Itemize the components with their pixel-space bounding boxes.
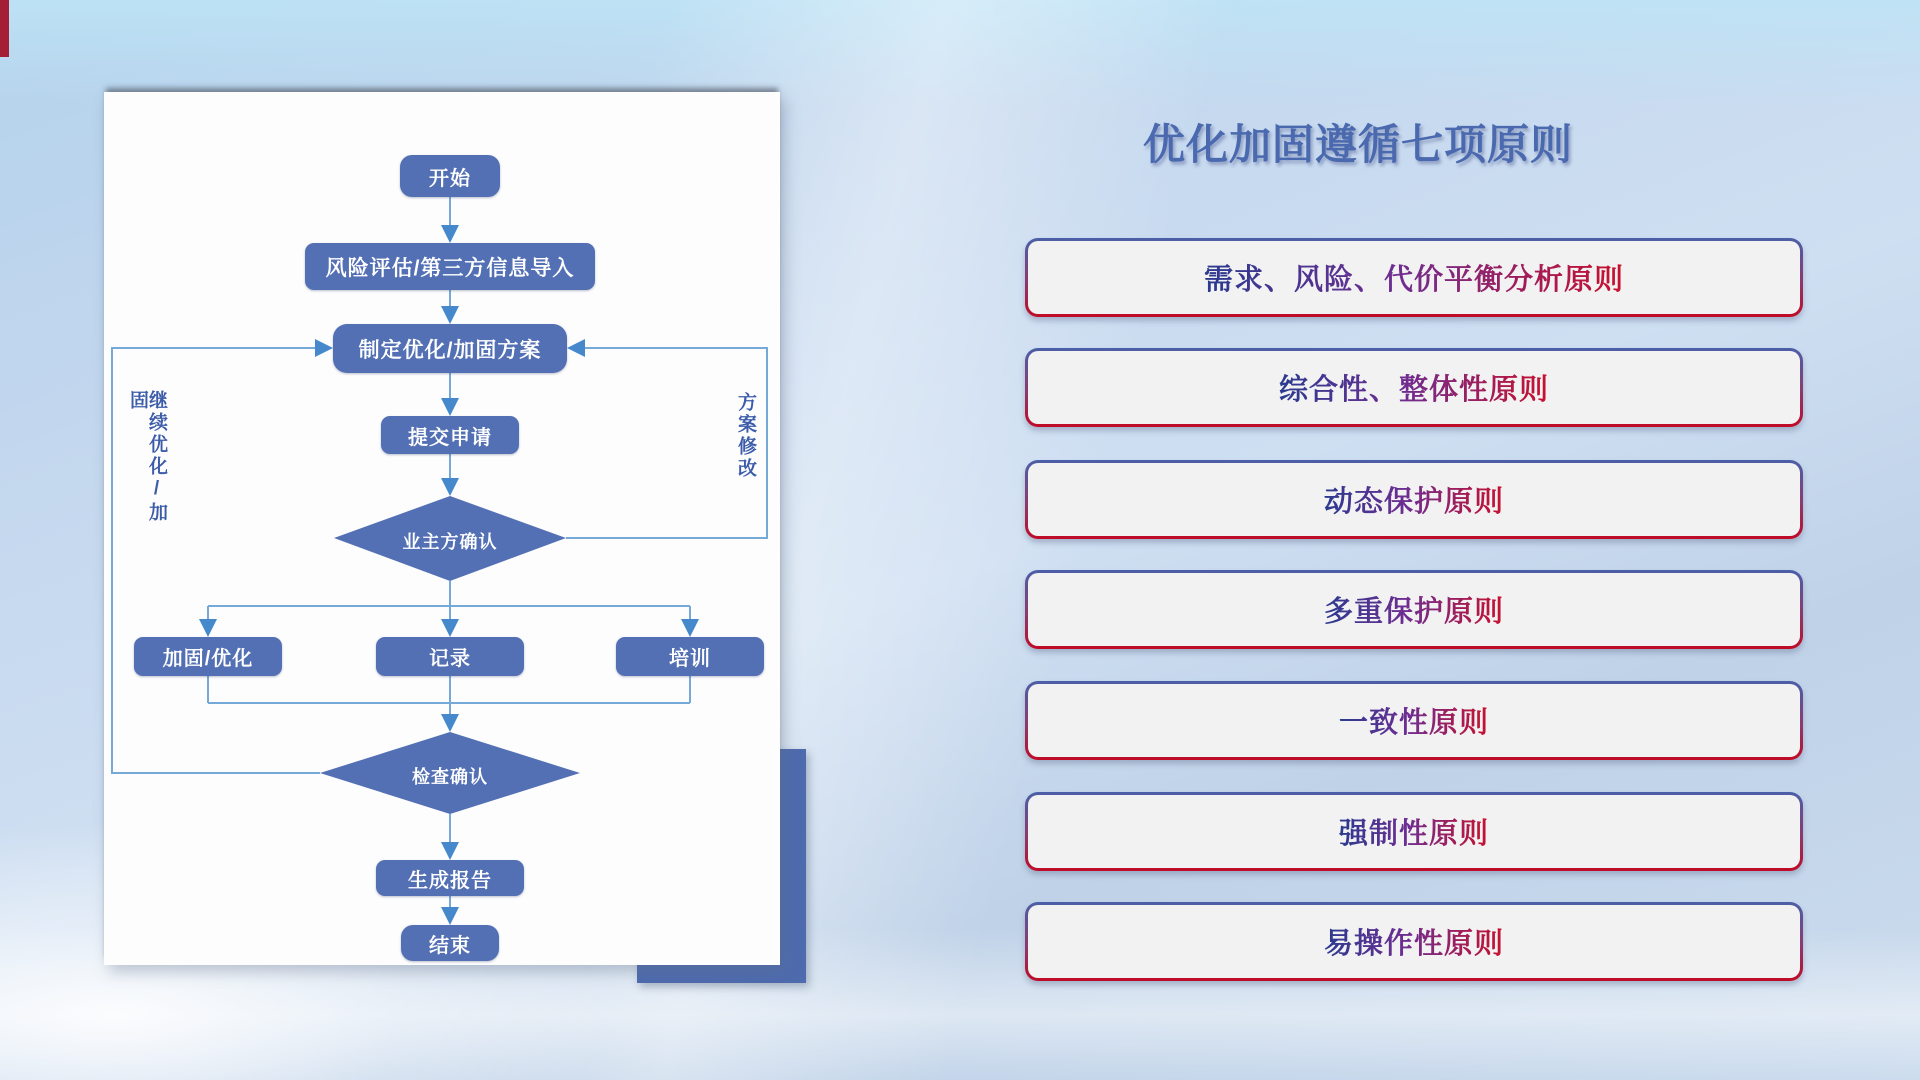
principle-box-1-surface — [1028, 241, 1800, 314]
principle-box-5-surface — [1028, 684, 1800, 757]
principle-text-2: 综合性、整体性原则 — [1279, 367, 1549, 408]
flow-node-make-plan: 制定优化/加固方案 — [333, 324, 567, 373]
flow-node-submit: 提交申请 — [381, 416, 519, 454]
flow-node-reinforce: 加固/优化 — [134, 637, 282, 676]
principle-box-5 — [1025, 681, 1803, 760]
flow-node-check-confirm-label: 检查确认 — [412, 767, 488, 787]
flow-node-record: 记录 — [376, 637, 524, 676]
principle-box-6 — [1025, 792, 1803, 871]
page-title: 优化加固遵循七项原则 — [1143, 121, 1574, 168]
principle-box-6-surface — [1028, 795, 1800, 868]
flow-node-owner-confirm-label: 业主方确认 — [402, 532, 498, 552]
principle-box-2-surface — [1028, 351, 1800, 424]
principle-box-4-surface — [1028, 573, 1800, 646]
principle-box-7 — [1025, 902, 1803, 981]
principle-text-1: 需求、风险、代价平衡分析原则 — [1204, 257, 1624, 298]
principle-box-4 — [1025, 570, 1803, 649]
flow-node-report: 生成报告 — [376, 860, 524, 896]
principle-box-1 — [1025, 238, 1803, 317]
flow-node-training: 培训 — [616, 637, 764, 676]
principle-text-4: 多重保护原则 — [1324, 589, 1504, 630]
principle-text-7: 易操作性原则 — [1324, 921, 1504, 962]
flow-node-risk-import: 风险评估/第三方信息导入 — [305, 243, 595, 290]
loop-label-plan-revision: 方案修改 — [735, 392, 756, 480]
flowchart-card — [104, 92, 780, 965]
principle-box-2 — [1025, 348, 1803, 427]
loop-label-continue-optimize: 继续优化/加固 — [127, 390, 167, 524]
flow-node-end: 结束 — [401, 925, 499, 961]
principle-box-7-surface — [1028, 905, 1800, 978]
principle-box-3 — [1025, 460, 1803, 539]
principle-box-3-surface — [1028, 463, 1800, 536]
principle-text-5: 一致性原则 — [1339, 700, 1489, 741]
corner-accent-bar — [0, 0, 9, 57]
principle-text-6: 强制性原则 — [1339, 811, 1489, 852]
principle-text-3: 动态保护原则 — [1324, 479, 1504, 520]
flow-node-start: 开始 — [400, 155, 500, 197]
